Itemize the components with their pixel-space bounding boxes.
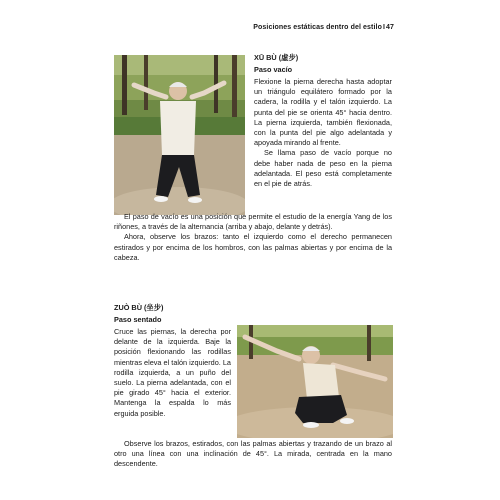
running-title: Posiciones estáticas dentro del estilo (253, 24, 382, 31)
section1-paragraph-4: Ahora, observe los brazos: tanto el izquierdo como el derecho permanecen estirados y por encima de los hombros, con las palmas abiertas y por encima de la cabeza. (114, 232, 392, 262)
section1-paragraph-3: El paso de vacío es una posición que permite el estudio de la energía Yang de los riñones, a través de la alternancia (arriba y abajo, delante y detrás). (114, 212, 392, 232)
section1-body-full (114, 212, 392, 263)
section1-paragraph-1: Flexione la pierna derecha hasta adoptar un triángulo equilátero formado por la cadera, la rodilla y el talón izquierdo. La punta del pie se orienta 45° hacia dentro. La pierna izquierda, también flexionada, con la punta del pie algo adelantada y apoyada mirando al frente. (254, 77, 392, 148)
section2-subtitle: Paso sentado (114, 315, 162, 324)
section1-body-right (254, 77, 392, 189)
section1-paragraph-2: Se llama paso de vacío porque no debe haber nada de peso en la pierna adelantada. El peso está completamente en el pie de atrás. (254, 148, 392, 189)
photo-seated-step (237, 325, 393, 438)
section1-subtitle: Paso vacío (254, 65, 293, 74)
section2-title: ZUÒ BÙ (坐步) (114, 303, 164, 312)
section2-body-left (114, 327, 231, 419)
section2-body-full (114, 439, 392, 470)
page-number: 47 (386, 24, 394, 31)
photo-empty-step (114, 55, 245, 215)
section1-title: XŪ BÙ (虛步) (254, 53, 299, 62)
running-head (253, 24, 394, 31)
separator: I (382, 24, 385, 31)
section2-paragraph-1: Cruce las piernas, la derecha por delante de la izquierda. Baje la posición flexionando las rodillas mientras eleva el talón izquierdo. La rodilla izquierda, a un puño del suelo. La pierna adelantada, con el pie girado 45° hacia el exterior. Mantenga la espalda lo más erguida posible. (114, 327, 231, 418)
section2-paragraph-2: Observe los brazos, estirados, con las palmas abiertas y trazando de un brazo al otro una línea con una inclinación de 45°. La mirada, centrada en la mano descendente. (114, 439, 392, 469)
